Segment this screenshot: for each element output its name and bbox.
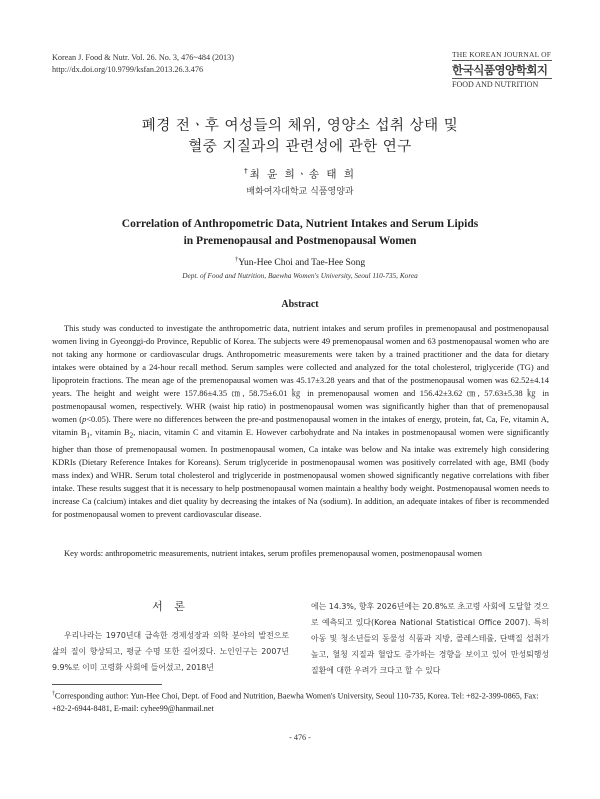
- footnote-divider: [52, 684, 162, 685]
- intro-right-column: 에는 14.3%, 향후 2026년에는 20.8%로 초고령 사회에 도달할 것으로 예측되고 있다(Korea National Statistical Office 2007). 특히 아동 및 청소년들의 동물성 식품과 지방, 콜레스테롤, 단백질 섭취가 높고, 혈청 지질과 혈압도 증가하는 경향을 보이고 있어 만성퇴행성 질환에 대한 우려가 크다고 할 수 있다: [311, 602, 549, 675]
- abstract-text-4: , niacin, vitamin C and vitamin E. However carbohydrate and Na intakes in postmenopausal women were significantly higher than those of premenopausal women. In postmenopausal women, Ca intake was below and Na intake was extremely high considering KDRIs (Dietary Reference Intakes for Koreans). Serum triglyceride in postmenopausal women was positively correlated with age, BMI (body mass index) and WHR. Serum total cholesterol and triglyceride in postmenopausal women showed significantly negative correlations with fiber intake. These results suggest that it is necessary to help postmenopausal women maintain a healthy body weight. Postmenopausal women needs to increase Ca (calcium) intakes and diet quality by decreasing the intakes of Na (sodium). In addition, an adequate intakes of fiber is recommended for postmenopausal women to prevent cardiovascular disease.: [52, 427, 550, 519]
- korean-title: [0, 116, 600, 158]
- footnote-text: Corresponding author: Yun-Hee Choi, Dept. of Food and Nutrition, Baewha Women's University, Seoul 110-735, Korea. Tel: +82-2-399-0865, Fax: +82-2-6944-8481, E-mail: cyhee99@hanmail.net: [52, 691, 539, 714]
- english-title: [0, 216, 600, 250]
- korean-author-names: 최 윤 희ㆍ송 태 희: [249, 168, 357, 181]
- doi-link[interactable]: http://dx.doi.org/10.9799/ksfan.2013.26.3.476: [52, 65, 204, 74]
- english-title-line1: Correlation of Anthropometric Data, Nutrient Intakes and Serum Lipids: [121, 218, 479, 230]
- abstract-text-1: This study was conducted to investigate the anthropometric data, nutrient intakes and serum profiles in premenopausal and postmenopausal women living in Gyeonggi-do Province, Republic of Korea. The subjects were 49 premenopausal women and 63 postmenopausal women who are not taking any hormone or cardiovascular drugs. Anthropometric measurements were taken by a trained practitioner and the data for dietary intakes were obtained by a 24-hour recall method. Serum samples were collected and analyzed for the total cholesterol, triglyceride (TG) and lipoprotein fractions. The mean age of the premenopausal women was 45.17±3.28 years and that of the postmenopausal women was 62.52±4.14 years. The height and weight were 157.86±4.35 ㎝, 58.75±6.01 ㎏ in premenopausal women and 156.42±3.62 ㎝, 57.63±5.38 ㎏ in postmenopausal women, respectively. WHR (waist hip ratio) in postmenopausal women was significantly higher than that of premenopausal women (: [52, 323, 549, 424]
- journal-logo: [452, 50, 552, 89]
- korean-title-line2: 혈중 지질과의 관련성에 관한 연구: [188, 139, 412, 155]
- footnote: [52, 688, 552, 716]
- abstract-heading: Abstract: [281, 299, 319, 310]
- subscript-2: 2: [129, 431, 134, 440]
- corresponding-mark: †: [243, 166, 250, 175]
- section-heading-introduction: 서 론: [152, 600, 189, 613]
- subscript-1: 1: [86, 431, 90, 440]
- footnote-mark: †: [52, 691, 55, 697]
- abstract-body: [52, 322, 549, 521]
- citation: Korean J. Food & Nutr. Vol. 26. No. 3, 476~484 (2013): [52, 53, 234, 62]
- english-author-names: Yun-Hee Choi and Tae-Hee Song: [238, 258, 366, 269]
- journal-name-en-top: THE KOREAN JOURNAL OF: [452, 50, 552, 59]
- english-affiliation: Dept. of Food and Nutrition, Baewha Women's University, Seoul 110-735, Korea: [182, 271, 418, 280]
- korean-authors: [0, 166, 600, 182]
- abstract-text-2: <0.05). There were no differences between the pre-and postmenopausal women in the intakes of energy, protein, fat, Ca, Fe, vitamin A, vitamin B: [52, 414, 549, 437]
- journal-name-ko: 한국식품영양학회지: [452, 63, 548, 77]
- abstract-text-3: , vitamin B: [90, 427, 130, 437]
- journal-name-en-bottom: FOOD AND NUTRITION: [452, 78, 552, 89]
- page-number: - 476 -: [289, 733, 311, 742]
- keywords: Key words: anthropometric measurements, nutrient intakes, serum profiles premenopausal women, postmenopausal women: [64, 548, 483, 558]
- english-title-line2: in Premenopausal and Postmenopausal Women: [183, 235, 417, 247]
- corresponding-mark-en: †: [234, 256, 239, 263]
- citation-header: [52, 52, 234, 76]
- intro-left-column: 우리나라는 1970년대 급속한 경제성장과 의학 분야의 발전으로 삶의 질이 향상되고, 평균 수명 또한 길어졌다. 노인인구는 2007년 9.9%로 이미 고령화 사회에 들어섰고, 2018년: [52, 631, 289, 672]
- korean-title-line1: 폐경 전ㆍ후 여성들의 체위, 영양소 섭취 상태 및: [141, 118, 459, 134]
- english-authors: [0, 256, 600, 268]
- p-value-italic: p: [82, 414, 87, 424]
- korean-affiliation: 배화여자대학교 식품영양과: [246, 187, 354, 197]
